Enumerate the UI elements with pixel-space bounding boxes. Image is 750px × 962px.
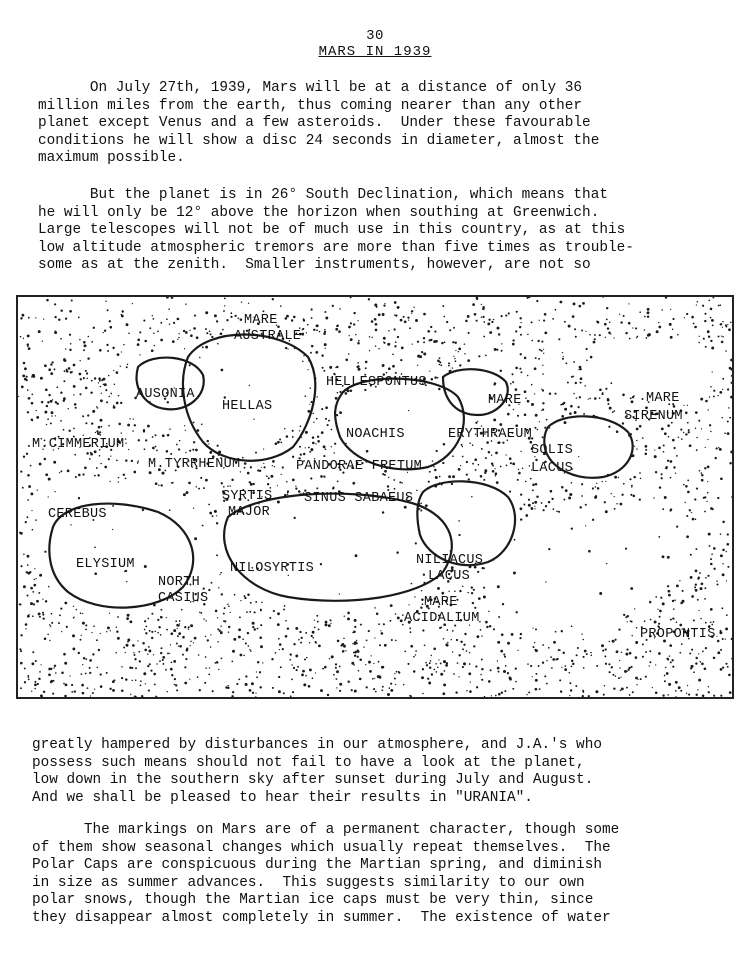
label-cerebus: CEREBUS [48, 507, 107, 522]
label-mare-acidalium: ACIDALIUM [404, 611, 480, 626]
text-line: million miles from the earth, thus coming nearer than any other [38, 97, 583, 114]
label-syrtis-major: SYRTIS [222, 489, 273, 504]
text-line: maximum possible. [38, 150, 185, 167]
text-line: Polar Caps are conspicuous during the Martian spring, and diminish [32, 857, 602, 874]
text-line: On July 27th, 1939, Mars will be at a distance of only 36 [38, 80, 583, 96]
paragraph-observation [32, 737, 722, 807]
text-line: Large telescopes will not be of much use in this country, as at this [38, 222, 626, 239]
text-line: of them show seasonal changes which usually repeat themselves. The [32, 839, 611, 856]
label-mare-sirenum: MARE [646, 391, 680, 406]
paragraph-declination [38, 187, 718, 275]
label-mare-australe: MARE [244, 313, 278, 328]
label-mare-sirenum: SIRENUM [624, 409, 683, 424]
text-line: possess such means should not fail to have a look at the planet, [32, 754, 585, 771]
text-line: they disappear almost completely in summer. The existence of water [32, 909, 611, 926]
label-propontis: PROPONTIS [640, 627, 716, 642]
label-noachis: NOACHIS [346, 427, 405, 442]
label-mare-erythraeum: MARE [488, 393, 522, 408]
label-solis-lacus: SOLIS [531, 443, 574, 458]
label-north-casius: NORTH [158, 575, 201, 590]
label-hellas: HELLAS [222, 399, 273, 414]
page-number: 30 [366, 28, 384, 44]
label-mare-australe: AUSTRALE [234, 329, 302, 344]
text-line: low down in the southern sky after sunset during July and August. [32, 772, 594, 789]
label-pandorae-fretum: PANDORAE FRETUM [296, 459, 423, 474]
map-labels [32, 313, 716, 642]
text-line: But the planet is in 26° South Declination, which means that [38, 187, 608, 203]
text-line: some as at the zenith. Smaller instruments, however, are not so [38, 257, 591, 274]
page-title [0, 44, 750, 60]
label-north-casius: CASIUS [158, 591, 209, 606]
label-mare-erythraeum: ERYTHRAEUM [448, 427, 533, 442]
text-line: conditions he will show a disc 24 seconds in diameter, almost the [38, 132, 600, 149]
mars-map-drawing [18, 297, 732, 697]
page-title-text: MARS IN 1939 [318, 44, 432, 60]
text-line: greatly hampered by disturbances in our atmosphere, and J.A.'s who [32, 737, 602, 753]
label-hellespontus: HELLESPONTUS [326, 375, 427, 390]
paragraph-opposition [38, 80, 718, 168]
label-mare-cimmerium: M.CIMMERIUM [32, 437, 125, 452]
text-line: The markings on Mars are of a permanent character, though some [32, 822, 620, 838]
text-line: And we shall be pleased to hear their results in "URANIA". [32, 789, 533, 806]
text-line: polar snows, though the Martian ice caps must be very thin, since [32, 892, 594, 909]
label-solis-lacus: LACUS [531, 461, 574, 476]
text-line: he will only be 12° above the horizon when southing at Greenwich. [38, 204, 600, 221]
text-line: low altitude atmospheric tremors are more than five times as trouble- [38, 239, 634, 256]
label-nilosyrtis: NILOSYRTIS [230, 561, 315, 576]
label-niliacus-lacus: LACUS [428, 569, 471, 584]
text-line: planet except Venus and a few asteroids. Under these favourable [38, 115, 591, 132]
label-ausonia: AUSONIA [136, 387, 195, 402]
label-mare-tyrrhenum: M.TYRRHENUM [148, 457, 241, 472]
label-elysium: ELYSIUM [76, 557, 135, 572]
label-syrtis-major: MAJOR [228, 505, 271, 520]
paragraph-markings [32, 822, 722, 928]
text-line: in size as summer advances. This suggests similarity to our own [32, 874, 585, 891]
label-niliacus-lacus: NILIACUS [416, 553, 484, 568]
mars-map [16, 295, 734, 699]
label-mare-acidalium: MARE [424, 595, 458, 610]
label-sinus-sabaeus: SINUS SABAEUS [304, 491, 414, 506]
